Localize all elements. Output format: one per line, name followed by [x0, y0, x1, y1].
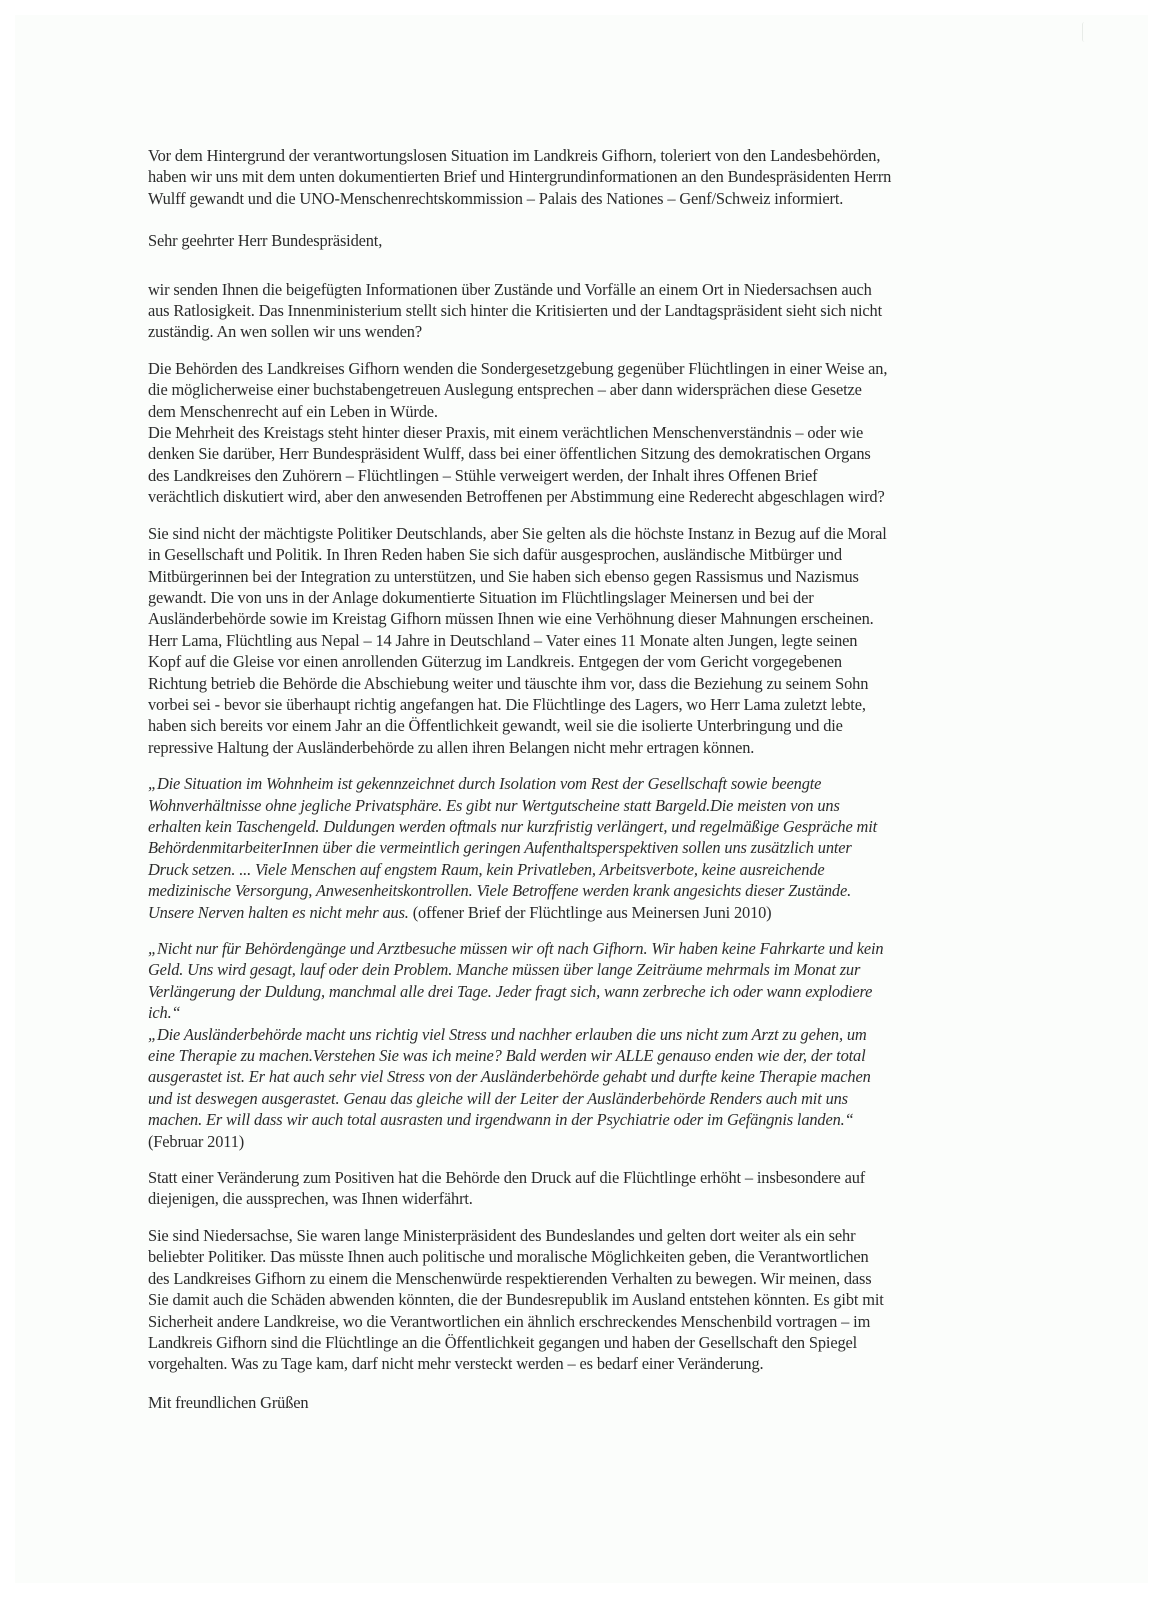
- quote-source: (Februar 2011): [148, 1131, 245, 1151]
- quote-source: (offener Brief der Flüchtlinge aus Meinersen Juni 2010): [408, 902, 772, 922]
- text-line: diejenigen, die aussprechen, was Ihnen widerfährt.: [148, 1189, 473, 1209]
- text-line: Die Mehrheit des Kreistags steht hinter dieser Praxis, mit einem verächtlichen Menschenverständnis – oder wie: [148, 423, 864, 443]
- text-line: Ausländerbehörde sowie im Kreistag Gifhorn müssen Ihnen wie eine Verhöhnung dieser Mahnungen erscheinen.: [148, 609, 874, 629]
- text-line: Mitbürgerinnen bei der Integration zu unterstützen, und Sie haben sich ebenso gegen Rassismus und Nazismus: [148, 566, 859, 586]
- closing-text: Mit freundlichen Grüßen: [148, 1392, 309, 1412]
- text-line: denken Sie darüber, Herr Bundespräsident Wulff, dass bei einer öffentlichen Sitzung des demokratischen Organs: [148, 444, 871, 464]
- quote-line: Verlängerung der Duldung, manchmal alle drei Tage. Jeder fragt sich, wann zerbreche ich oder wann explodiere: [148, 981, 873, 1001]
- paragraph-4: [148, 1167, 1018, 1210]
- paragraph-2: [148, 358, 1018, 508]
- quote-line: „Die Situation im Wohnheim ist gekennzeichnet durch Isolation vom Rest der Gesellschaft sowie beengte: [148, 774, 822, 794]
- text-line: Landkreis Gifhorn sind die Flüchtlinge an die Öffentlichkeit gegangen und haben der Gesellschaft den Spiegel: [148, 1332, 858, 1352]
- text-line: Kopf auf die Gleise vor einen anrollenden Güterzug im Landkreis. Entgegen der vom Gericht vorgegebenen: [148, 652, 842, 672]
- quote-line: ich.“: [148, 1003, 181, 1023]
- text-line: Herr Lama, Flüchtling aus Nepal – 14 Jahre in Deutschland – Vater eines 11 Monate alten Jungen, legte seinen: [148, 630, 858, 650]
- quote-line: Unsere Nerven halten es nicht mehr aus.: [148, 902, 409, 922]
- quote-line: eine Therapie zu machen.Verstehen Sie was ich meine? Bald werden wir ALLE genauso enden wie der, der total: [148, 1046, 866, 1066]
- text-line: Sie sind nicht der mächtigste Politiker Deutschlands, aber Sie gelten als die höchste Instanz in Bezug auf die Moral: [148, 523, 887, 543]
- quote-refugees: [148, 938, 1018, 1152]
- text-line: des Landkreises den Zuhörern – Flüchtlingen – Stühle verweigert werden, der Inhalt ihres Offenen Brief: [148, 465, 818, 485]
- text-line: Richtung betrieb die Behörde die Abschiebung weiter und täuschte ihm vor, dass die Beziehung zu seinem Sohn: [148, 673, 869, 693]
- text-line: zuständig. An wen sollen wir uns wenden?: [148, 322, 422, 342]
- text-line: Wulff gewandt und die UNO-Menschenrechtskommission – Palais des Nationes – Genf/Schweiz informiert.: [148, 188, 844, 208]
- text-line: Sie sind Niedersachse, Sie waren lange Ministerpräsident des Bundeslandes und gelten dort weiter als ein sehr: [148, 1225, 856, 1245]
- text-line: dem Menschenrecht auf ein Leben in Würde.: [148, 401, 438, 421]
- paragraph-5: [148, 1225, 1018, 1375]
- text-line: Sicherheit andere Landkreise, wo die Verantwortlichen ein ähnlich erschreckendes Menschenbild vortragen – im: [148, 1311, 871, 1331]
- text-line: des Landkreises Gifhorn zu einem die Menschenwürde respektierenden Verhalten zu bewegen. Wir meinen, dass: [148, 1268, 872, 1288]
- text-line: Sie damit auch die Schäden abwenden könnten, die der Bundesrepublik im Ausland entstehen könnten. Es gibt mit: [148, 1290, 884, 1310]
- text-line: repressive Haltung der Ausländerbehörde zu allen ihren Belangen nicht mehr ertragen können.: [148, 737, 755, 757]
- text-line: Statt einer Veränderung zum Positiven hat die Behörde den Druck auf die Flüchtlinge erhöht – insbesondere auf: [148, 1168, 866, 1188]
- salutation: [148, 230, 1018, 251]
- text-line: die möglicherweise einer buchstabengetreuen Auslegung entsprechen – aber dann widersprächen diese Gesetze: [148, 380, 862, 400]
- quote-line: und ist deswegen ausgerastet. Genau das gleiche will der Leiter der Ausländerbehörde Renders auch mit uns: [148, 1088, 848, 1108]
- quote-line: Geld. Uns wird gesagt, lauf oder dein Problem. Manche müssen über lange Zeiträume mehrmals im Monat zur: [148, 960, 861, 980]
- text-line: haben sich bereits vor einem Jahr an die Öffentlichkeit gewandt, weil sie die isolierte Unterbringung und die: [148, 716, 843, 736]
- text-line: verächtlich diskutiert wird, aber den anwesenden Betroffenen per Abstimmung eine Rederecht abgeschlagen wird?: [148, 487, 885, 507]
- paragraph-3: [148, 523, 1018, 758]
- text-line: wir senden Ihnen die beigefügten Informationen über Zustände und Vorfälle an einem Ort in Niedersachsen auch: [148, 279, 872, 299]
- text-line: haben wir uns mit dem unten dokumentierten Brief und Hintergrundinformationen an den Bundespräsidenten Herrn: [148, 167, 892, 187]
- quote-open-letter: [148, 773, 1018, 923]
- paragraph-1: [148, 279, 1018, 343]
- quote-line: ausgerastet ist. Er hat auch sehr viel Stress von der Ausländerbehörde gehabt und durfte keine Therapie machen: [148, 1067, 871, 1087]
- text-line: Vor dem Hintergrund der verantwortungslosen Situation im Landkreis Gifhorn, toleriert von den Landesbehörden,: [148, 146, 881, 165]
- text-line: beliebter Politiker. Das müsste Ihnen auch politische und moralische Möglichkeiten geben, die Verantwortlichen: [148, 1247, 869, 1267]
- letter-body: [148, 145, 1018, 1413]
- quote-line: medizinische Versorgung, Anwesenheitskontrollen. Viele Betroffene werden krank angesichts dieser Zustände.: [148, 881, 852, 901]
- salutation-text: Sehr geehrter Herr Bundespräsident,: [148, 231, 383, 251]
- text-line: Die Behörden des Landkreises Gifhorn wenden die Sondergesetzgebung gegenüber Flüchtlingen in einer Weise an,: [148, 358, 888, 378]
- quote-line: machen. Er will dass wir auch total ausrasten und irgendwann in der Psychiatrie oder im Gefängnis landen.“: [148, 1110, 854, 1130]
- scan-artifact: [1082, 22, 1087, 42]
- text-line: vorbei sei - bevor sie überhaupt richtig angefangen hat. Die Flüchtlinge des Lagers, wo Herr Lama zuletzt lebte,: [148, 694, 866, 714]
- quote-line: erhalten kein Taschengeld. Duldungen werden oftmals nur kurzfristig verlängert, und regelmäßige Gespräche mit: [148, 816, 878, 836]
- quote-line: Wohnverhältnisse ohne jegliche Privatsphäre. Es gibt nur Wertgutscheine statt Bargeld.Die meisten von uns: [148, 795, 840, 815]
- quote-line: BehördenmitarbeiterInnen über die vermeintlich geringen Aufenthaltsperspektiven sollen uns zusätzlich unter: [148, 838, 852, 858]
- text-line: in Gesellschaft und Politik. In Ihren Reden haben Sie sich dafür ausgesprochen, ausländische Mitbürger und: [148, 545, 842, 565]
- closing: [148, 1392, 1018, 1413]
- text-line: vorgehalten. Was zu Tage kam, darf nicht mehr versteckt werden – es bedarf einer Veränderung.: [148, 1354, 764, 1374]
- intro-paragraph: [148, 145, 1018, 209]
- quote-line: „Nicht nur für Behördengänge und Arztbesuche müssen wir oft nach Gifhorn. Wir haben keine Fahrkarte und kein: [148, 939, 884, 958]
- text-line: gewandt. Die von uns in der Anlage dokumentierte Situation im Flüchtlingslager Meinersen und bei der: [148, 587, 814, 607]
- text-line: aus Ratlosigkeit. Das Innenministerium stellt sich hinter die Kritisierten und der Landtagspräsident sieht sich nicht: [148, 301, 882, 321]
- quote-last-line: [148, 902, 1018, 923]
- quote-line: Druck setzen. ... Viele Menschen auf engstem Raum, kein Privatleben, Arbeitsverbote, keine ausreichende: [148, 859, 825, 879]
- quote-line: „Die Ausländerbehörde macht uns richtig viel Stress und nachher erlauben die uns nicht zum Arzt zu gehen, um: [148, 1024, 867, 1044]
